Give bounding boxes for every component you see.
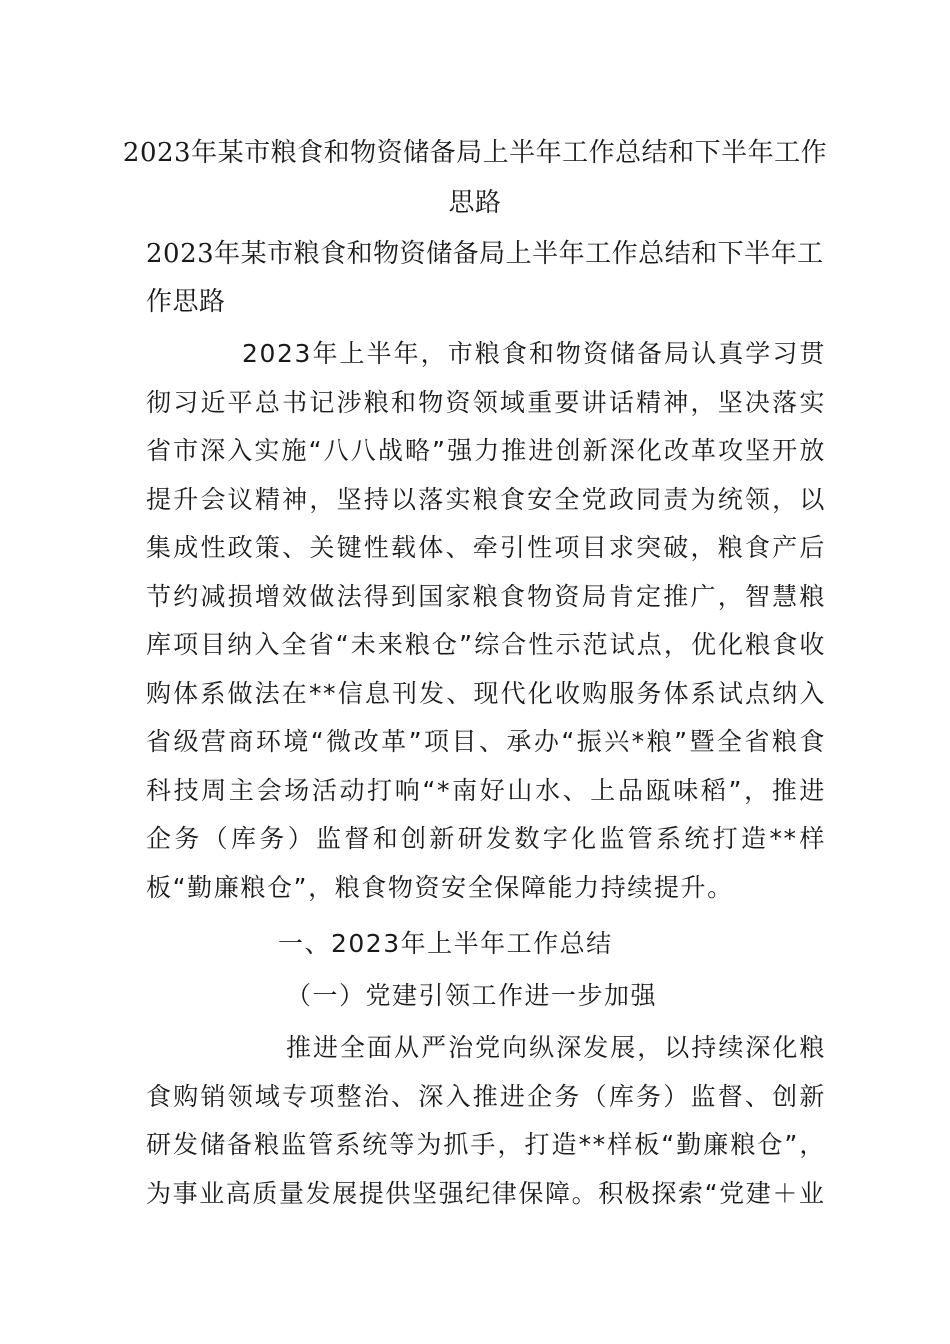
subsection-paragraph: 推进全面从严治党向纵深发展，以持续深化粮食购销领域专项整治、深入推进企务（库务）监督、创新研发储备粮监管系统等为抓手，打造**样板“勤廉粮仓”，为事业高质量发展提供坚强纪律保障。积极探索“党建＋业 [146, 1033, 826, 1208]
document-title-repeat: 2023年某市粮食和物资储备局上半年工作总结和下半年工作思路 [146, 239, 824, 317]
subsection-heading: （一）党建引领工作进一步加强 [286, 981, 658, 1010]
intro-paragraph: 2023年上半年，市粮食和物资储备局认真学习贯彻习近平总书记涉粮和物资领域重要讲话精神，坚决落实省市深入实施“八八战略”强力推进创新深化改革攻坚开放提升会议精神，坚持以落实粮食安全党政同责为统领，以集成性政策、关键性载体、牵引性项目求突破，粮食产后节约减损增效做法得到国家粮食物资局肯定推广，智慧粮库项目纳入全省“未来粮仓”综合性示范试点，优化粮食收购体系做法在**信息刊发、现代化收购服务体系试点纳入省级营商环境“微改革”项目、承办“振兴*粮”暨全省粮食科技周主会场活动打响“*南好山水、上品瓯味稻”，推进企务（库务）监督和创新研发数字化监管系统打造**样板“勤廉粮仓”，粮食物资安全保障能力持续提升。 [146, 339, 826, 902]
section-heading: 一、2023年上半年工作总结 [278, 929, 613, 958]
document-title: 2023年某市粮食和物资储备局上半年工作总结和下半年工作思路 [122, 138, 828, 218]
